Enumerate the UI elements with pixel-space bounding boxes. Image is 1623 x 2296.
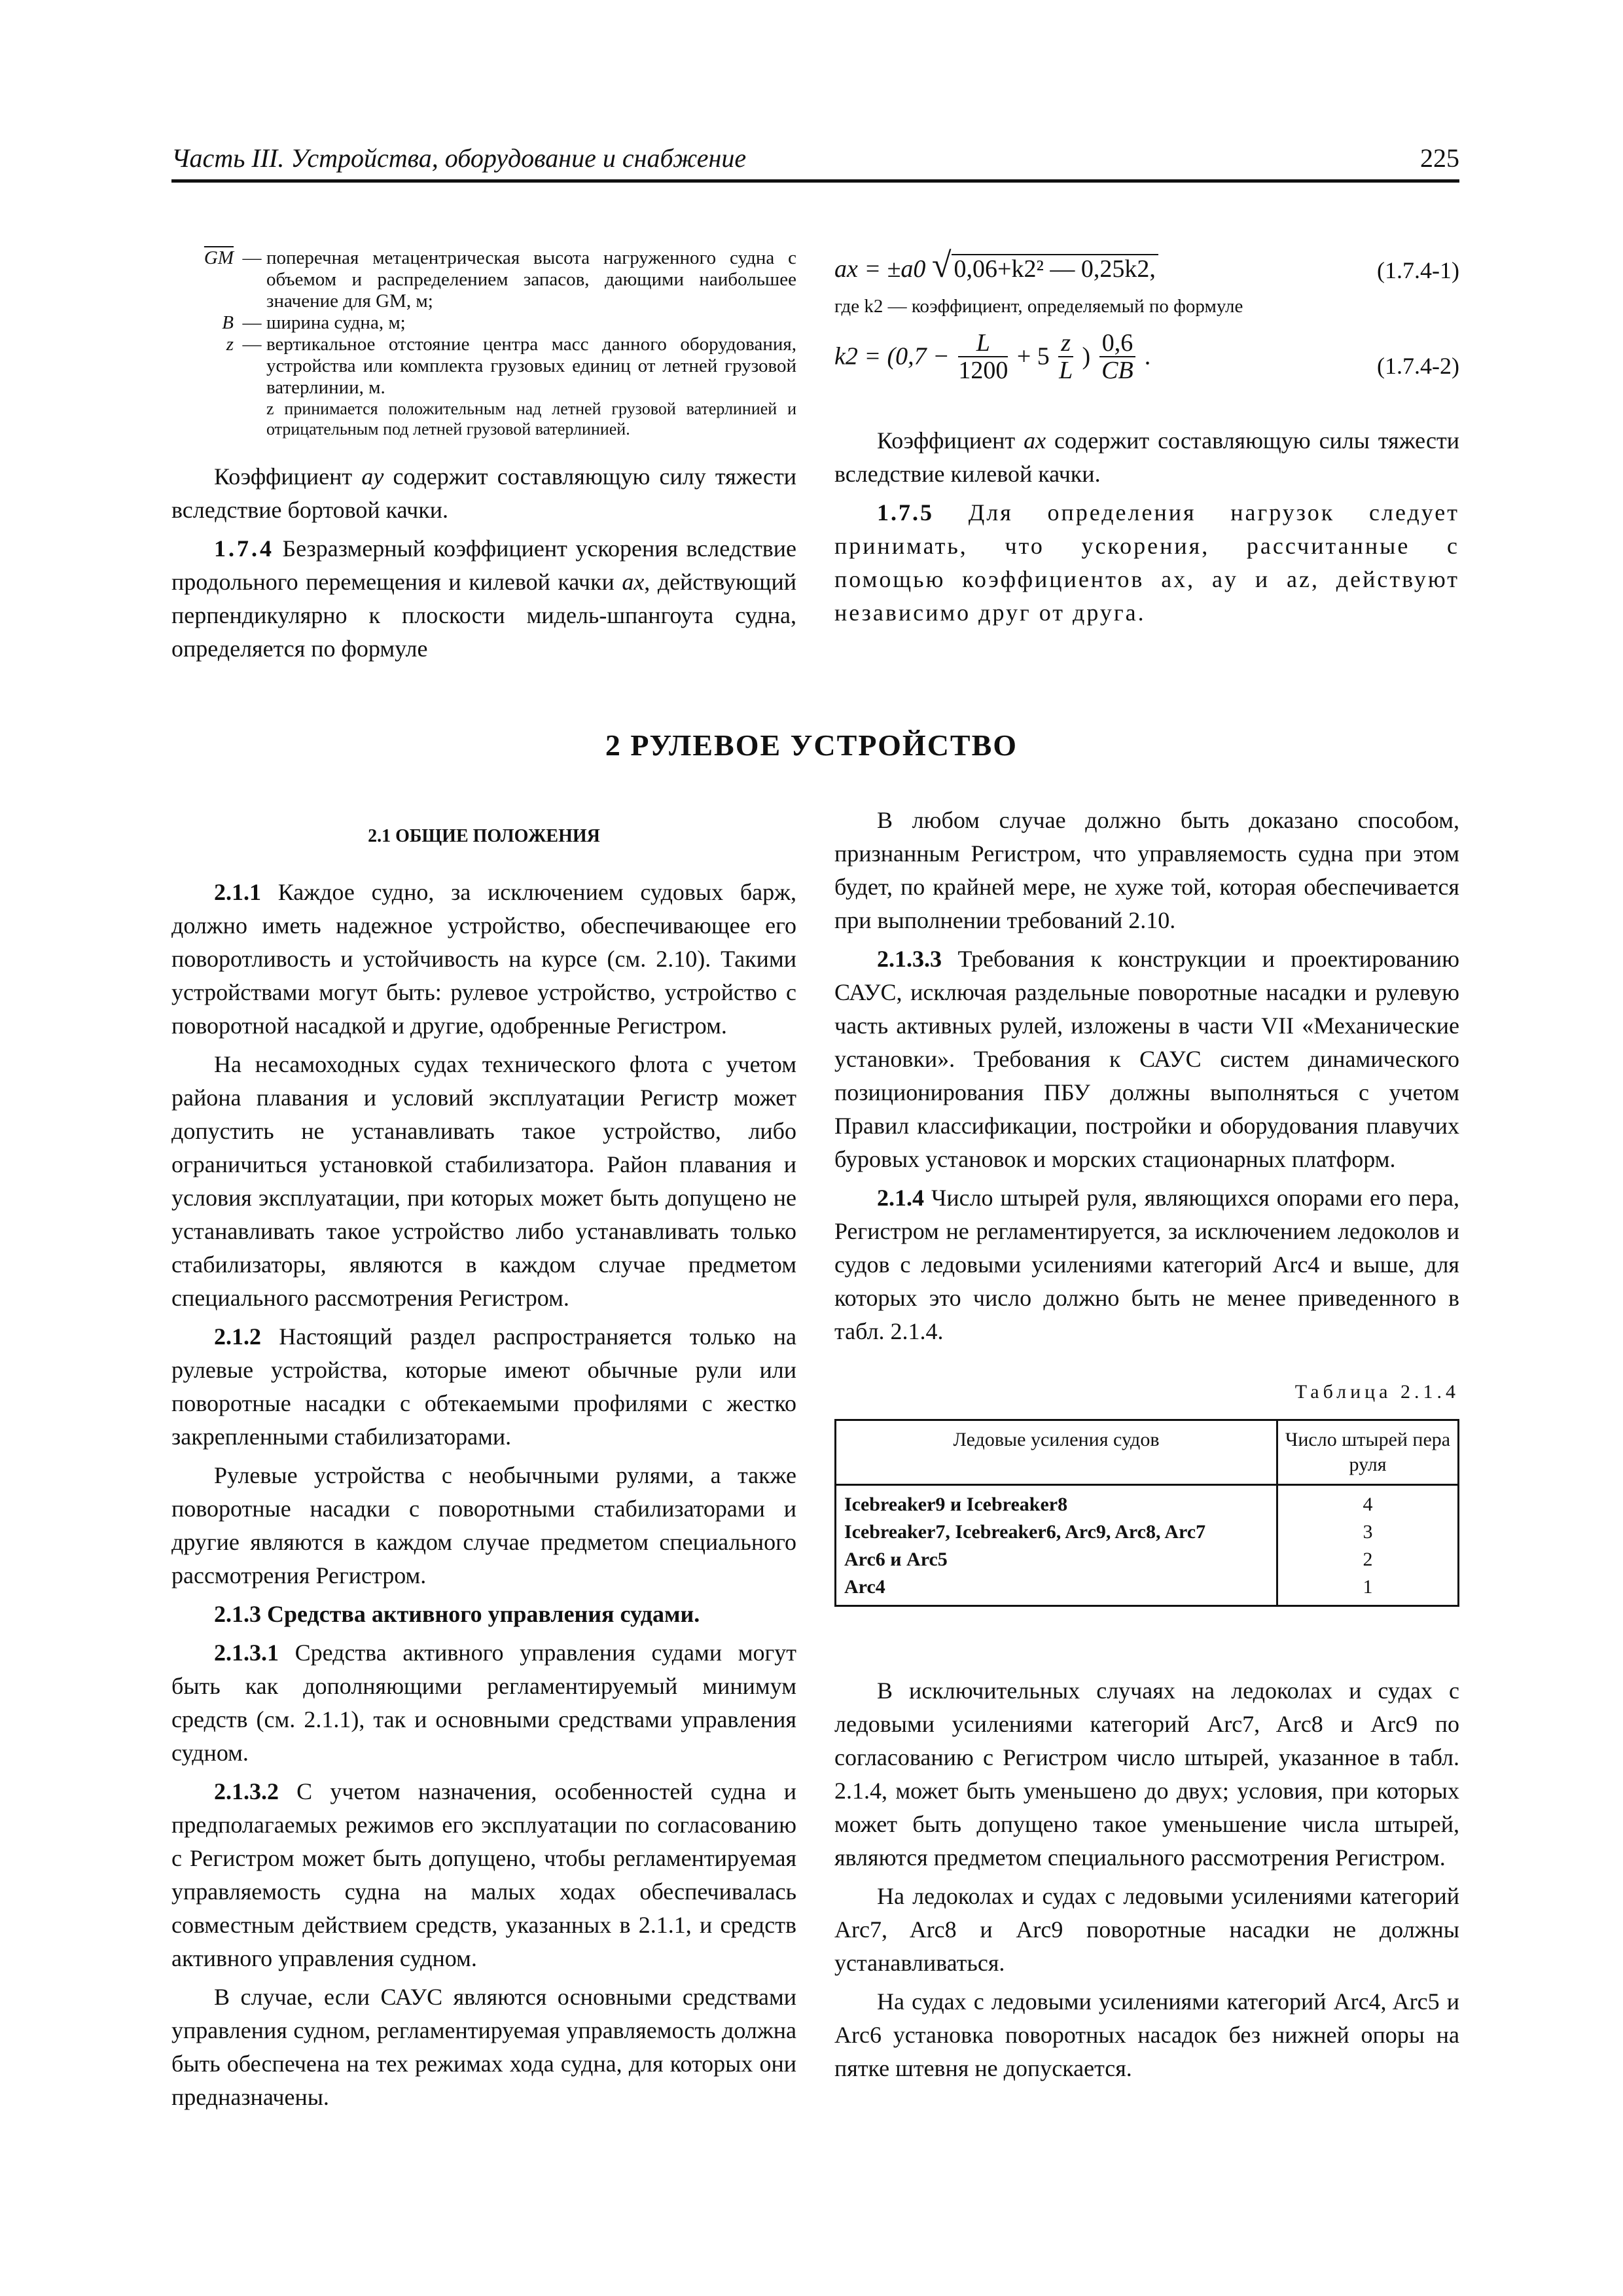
definition-note: z принимается положительным над летней грузовой ватерлинией и отрицательным под летней грузовой ватерлинией. [266, 399, 796, 439]
table-row: Icebreaker9 и Icebreaker8 4 [836, 1485, 1459, 1519]
formula-number: (1.7.4-1) [1377, 257, 1459, 283]
formula-1-7-4-2: k2 = (0,7 − $\frac{L}{1200}$ + 5 $\frac{z}{L}$ ) $\frac{0,6}{CB}$ . (1.7.4-2) [834, 329, 1459, 384]
paragraph: 2.1.3.2 С учетом назначения, особенностей судна и предполагаемых режимов его эксплуатации по согласованию с Регистром может быть допущено, чтобы регламентируемая управляемость судна на малых ходах обеспечивалась совместным действием средств, указанных в 2.1.1, и средств активного управления судном. [171, 1778, 796, 1971]
paragraph: В исключительных случаях на ледоколах и судах с ледовыми усилениями категорий Arc7, Arc8 и Arc9 по согласованию с Регистром число штырей, указанное в табл. 2.1.4, может быть уменьшено до двух; условия, при которых может быть допущено такое уменьшение числа штырей, являются предметом специального рассмотрения Регистром. [834, 1677, 1459, 1871]
table-row: Arc4 1 [836, 1573, 1459, 1606]
subsection-title: 2.1 ОБЩИЕ ПОЛОЖЕНИЯ [368, 826, 600, 846]
paragraph: 2.1.1 Каждое судно, за исключением судовых барж, должно иметь надежное устройство, обеспечивающее его поворотливость и устойчивость на курсе (см. 2.10). Такими устройствами могут быть: рулевое устройство, устройство с поворотной насадкой и другие, одобренные Регистром. [171, 879, 796, 1039]
definitions-list [171, 247, 796, 439]
paragraph-1-7-4: 1.7.4 Безразмерный коэффициент ускорения вследствие продольного перемещения и килевой качки ax, действующий перпендикулярно к плоскости мидель-шпангоута судна, определяется по формуле [171, 535, 797, 662]
left-top-column [171, 247, 796, 666]
table-header-ice: Ледовые усиления судов [836, 1420, 1277, 1485]
definition-text: ширина судна, м; [266, 312, 406, 333]
paragraph-1-7-5: 1.7.5 Для определения нагрузок следует принимать, что ускорения, рассчитанные с помощью коэффициентов ax, ay и az, действуют независимо друг от друга. [834, 499, 1459, 626]
formula-where-text: где k2 — коэффициент, определяемый по формуле [834, 296, 1243, 317]
paragraph: 2.1.2 Настоящий раздел распространяется только на рулевые устройства, которые имеют обычные рули или поворотные насадки с обтекаемыми профилями с жестко закрепленными стабилизаторами. [171, 1323, 796, 1450]
paragraph: Коэффициент ay содержит составляющую силу тяжести вследствие бортовой качки. [171, 463, 796, 523]
table-caption: Таблица 2.1.4 [1294, 1381, 1459, 1403]
section-title: 2 РУЛЕВОЕ УСТРОЙСТВО [605, 728, 1018, 762]
paragraph: На ледоколах и судах с ледовыми усилениями категорий Arc7, Arc8 и Arc9 поворотные насадки не должны устанавливаться. [834, 1883, 1459, 1976]
definition-text: поперечная метацентрическая высота нагруженного судна с объемом и распределением запасов, дающими наибольшее значение для GM, м; [266, 247, 796, 312]
definition-text: вертикальное отстояние центра масс данного оборудования, устройства или комплекта грузовых единиц от летней грузовой ватерлинии, м. [266, 334, 796, 398]
paragraph: 2.1.3.1 Средства активного управления судами могут быть как дополняющими регламентируемый минимум средств (см. 2.1.1), так и основными средствами управления судном. [171, 1640, 796, 1766]
table-2-1-4 [834, 1419, 1459, 1607]
right-after-table-column [834, 1674, 1459, 2085]
formula-1-7-4-1: ax = ±a0 √ 0,06+k2² — 0,25k2, (1.7.4-1) [834, 249, 1459, 295]
definition-symbol: B [222, 312, 234, 333]
paragraph: 2.1.3.3 Требования к конструкции и проектированию САУС, исключая раздельные поворотные насадки и рулевую часть активных рулей, изложены в части VII «Механические установки». Требования к САУС систем динамического позиционирования ПБУ должны выполняться с учетом Правил классификации, постройки и оборудования плавучих буровых установок и морских стационарных платформ. [834, 946, 1459, 1172]
paragraph-heading: 2.1.3 Средства активного управления судами. [214, 1601, 700, 1627]
page-header-title: Часть III. Устройства, оборудование и снабжение [171, 143, 747, 173]
paragraph: Рулевые устройства с необычными рулями, а также поворотные насадки с поворотными стабилизаторами и другие являются в каждом случае предметом специального рассмотрения Регистром. [171, 1462, 796, 1588]
paragraph: В любом случае должно быть доказано способом, признанным Регистром, что управляемость судна при этом будет, по крайней мере, не хуже той, которая обеспечивается при выполнении требований 2.10. [834, 807, 1459, 933]
page-header [171, 140, 1459, 183]
definition-item: B — ширина судна, м; [171, 312, 796, 334]
paragraph: На судах с ледовыми усилениями категорий Arc4, Arc5 и Arc6 установка поворотных насадок без нижней опоры на пятке штевня не допускается. [834, 1988, 1459, 2081]
formula-number: (1.7.4-2) [1377, 353, 1459, 379]
paragraph: 2.1.4 Число штырей руля, являющихся опорами его пера, Регистром не регламентируется, за исключением ледоколов и судов с ледовыми усилениями категорий Arc4 и выше, для которых это число должно быть не менее приведенного в табл. 2.1.4. [834, 1185, 1459, 1344]
definition-symbol: z [226, 334, 234, 355]
right-top-column [834, 245, 1459, 630]
table-row: Icebreaker7, Icebreaker6, Arc9, Arc8, Arc7 3 [836, 1518, 1459, 1546]
paragraph: Коэффициент ax содержит составляющую силы тяжести вследствие килевой качки. [834, 427, 1459, 487]
page-number: 225 [1420, 143, 1459, 173]
definition-item: $\overline{GM}$ — поперечная метацентрическая высота нагруженного судна с объемом и распределением запасов, дающими наибольшее значение для GM, м; [171, 247, 796, 312]
table-header-pintles: Число штырей пера руля [1277, 1420, 1459, 1485]
definition-symbol: $\overline{GM}$ [204, 247, 234, 268]
paragraph: В случае, если САУС являются основными средствами управления судном, регламентируемая управляемость должна быть обеспечена на тех режимах хода судна, для которых они предназначены. [171, 1984, 796, 2110]
table-row: Arc6 и Arc5 2 [836, 1546, 1459, 1573]
right-body-column [834, 804, 1459, 1348]
definition-item: z — вертикальное отстояние центра масс данного оборудования, устройства или комплекта грузовых единиц от летней грузовой ватерлинии, м. [171, 334, 796, 399]
paragraph: На несамоходных судах технического флота с учетом района плавания и условий эксплуатации Регистр может допустить не устанавливать такое устройство, либо ограничиться установкой стабилизатора. Район плавания и условия эксплуатации, при которых может быть допущено не устанавливать такое устройство либо устанавливать только стабилизаторы, являются в каждом случае предметом специального рассмотрения Регистром. [171, 1051, 796, 1311]
left-body-column [171, 823, 796, 2114]
